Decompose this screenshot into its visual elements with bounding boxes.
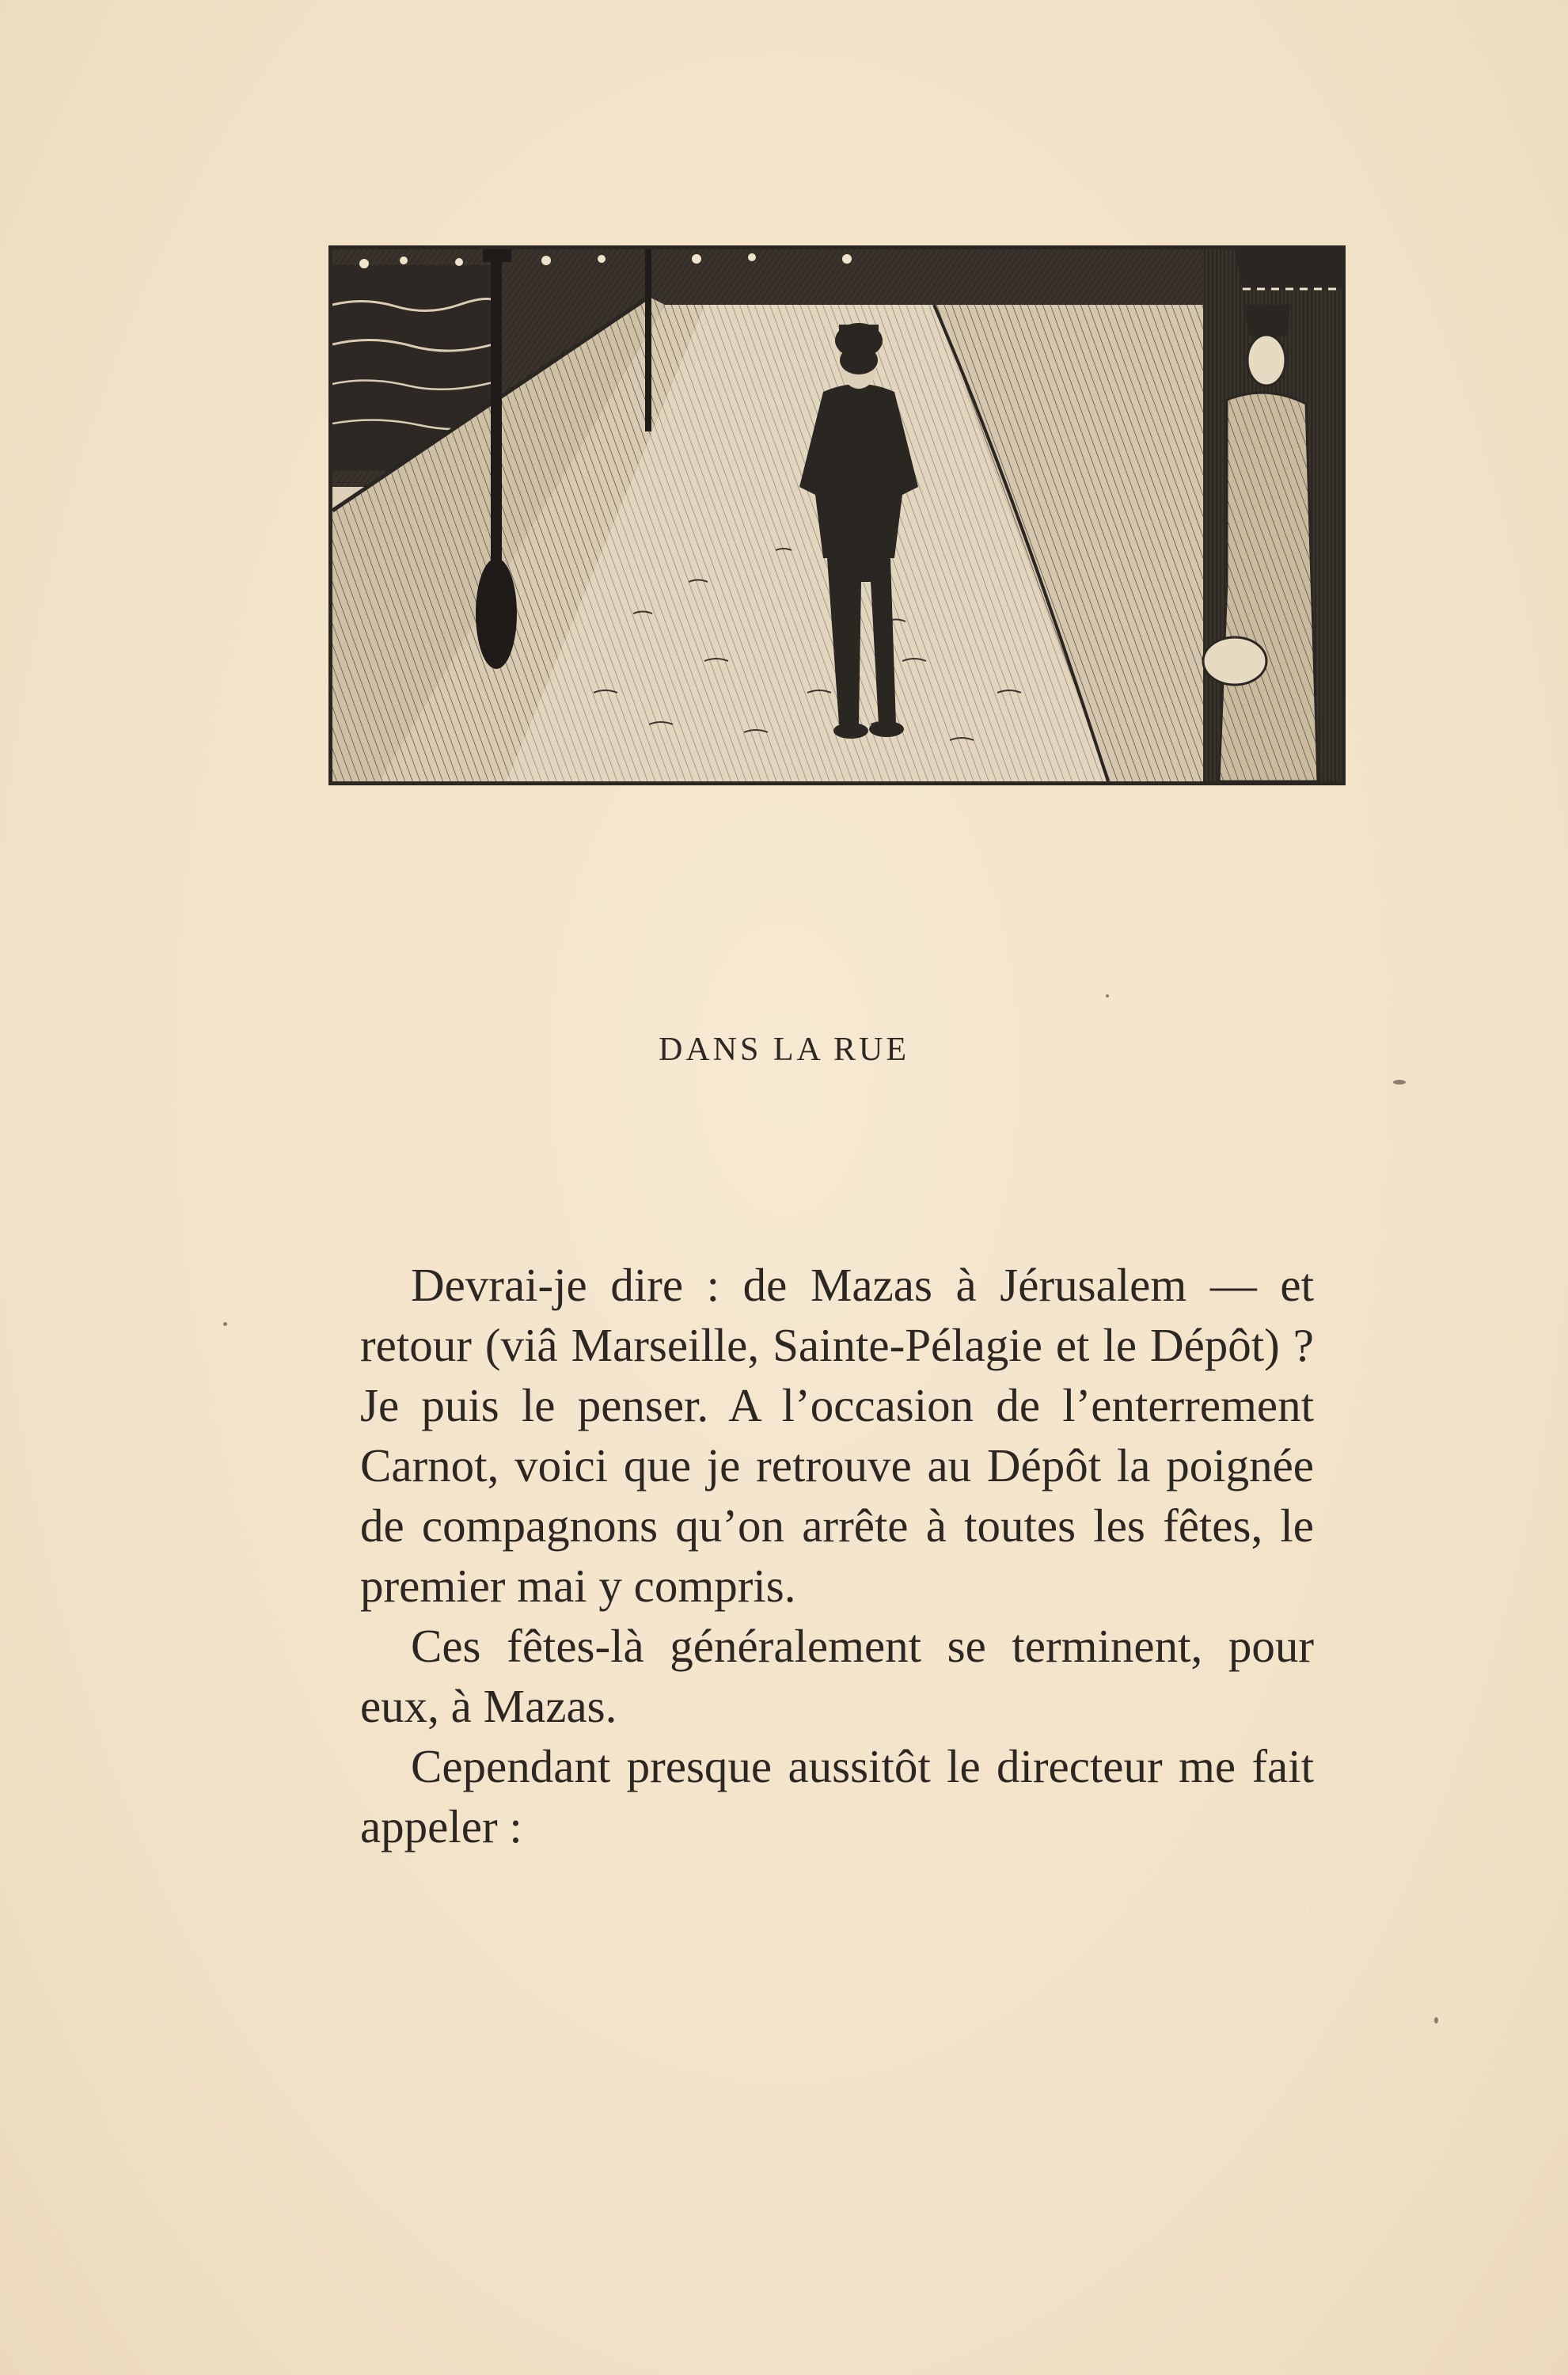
- paper-speck: [1393, 1080, 1406, 1085]
- paragraph: Ces fêtes-là généralement se terminent, pour eux, à Mazas.: [360, 1620, 1314, 1732]
- paper-speck: [223, 1322, 227, 1326]
- paper-speck: [1434, 2017, 1438, 2024]
- paper-speck: [1106, 994, 1109, 998]
- chapter-title: DANS LA RUE: [658, 1032, 910, 1068]
- paragraph: Cependant presque aussitôt le directeur me fait appeler :: [360, 1740, 1314, 1852]
- body-text: [360, 1255, 1314, 1856]
- paragraph: Devrai-je dire : de Mazas à Jérusalem — et retour (viâ Marseille, Sainte-Pélagie et le Dépôt) ? Je puis le penser. A l’occasion de l’enterrement Carnot, voici que je retrouve au Dépôt la poignée de compagnons qu’on arrête à toutes les fêtes, le premier mai y compris.: [360, 1259, 1314, 1612]
- night-street-engraving: [332, 249, 1342, 781]
- engraving-illustration: [328, 245, 1346, 785]
